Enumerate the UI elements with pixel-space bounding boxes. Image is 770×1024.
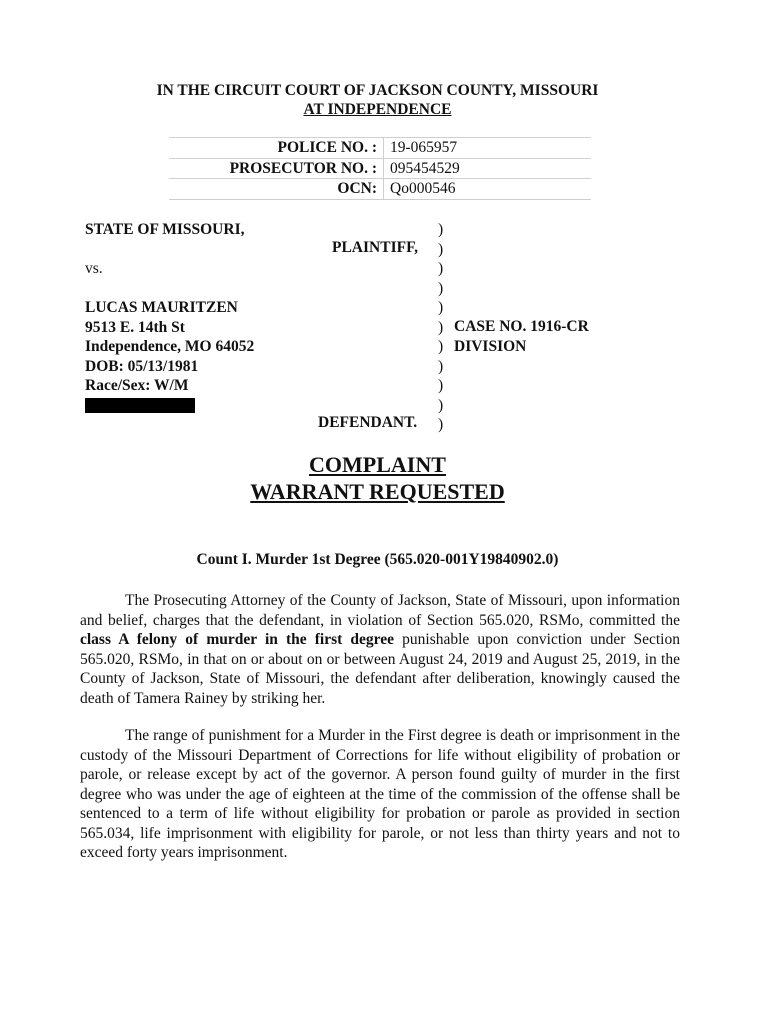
defendant-race-sex: Race/Sex: W/M xyxy=(85,377,189,394)
prosecutor-no-value: 095454529 xyxy=(390,159,460,177)
charge-paragraph xyxy=(80,591,680,708)
defendant-name: LUCAS MAURITZEN xyxy=(85,299,238,316)
plaintiff-name: STATE OF MISSOURI, xyxy=(85,221,245,238)
defendant-label: DEFENDANT. xyxy=(318,414,418,431)
charge-offense: class A felony of murder in the first degree xyxy=(80,631,395,648)
caption-spacer xyxy=(85,279,254,299)
defendant-address-city: Independence, MO 64052 xyxy=(85,338,255,355)
ocn-value: Qo000546 xyxy=(390,180,456,197)
court-location xyxy=(0,101,755,119)
party-caption xyxy=(85,220,254,413)
court-location-text: AT INDEPENDENCE xyxy=(303,101,452,118)
division: DIVISION xyxy=(454,337,527,355)
charge-text-end: punishable upon conviction under Section 565.020, RSMo, in that on or about on or between August 24, 2019 and August 25, 2019, in the County of Jackson, State of Missouri, the defendant after deliberation, knowingly caused the death of Tamera Rainey by striking her. xyxy=(80,631,680,707)
charge-text-start: The Prosecuting Attorney of the County of Jackson, State of Missouri, upon information and belief, charges that the defendant, in violation of Section 565.020, RSMo, committed the xyxy=(80,592,680,629)
caption-parentheses: ) ) ) ) ) ) ) ) ) ) ) xyxy=(438,221,444,433)
count-heading: Count I. Murder 1st Degree (565.020-001Y19840902.0) xyxy=(196,551,559,568)
defendant-address-street: 9513 E. 14th St xyxy=(85,318,185,336)
court-name: IN THE CIRCUIT COURT OF JACKSON COUNTY, MISSOURI xyxy=(156,82,599,99)
document-title: COMPLAINT xyxy=(309,452,446,477)
ocn-row xyxy=(169,179,591,200)
case-number-block xyxy=(454,317,589,356)
case-identifiers-table xyxy=(169,137,591,200)
document-subtitle: WARRANT REQUESTED xyxy=(250,479,505,504)
plaintiff-label: PLAINTIFF, xyxy=(332,239,418,256)
police-no-label: POLICE NO. : xyxy=(169,138,384,158)
punishment-paragraph: The range of punishment for a Murder in the First degree is death or imprisonment in the custody of the Missouri Department of Corrections for life without eligibility of probation or parole, or release except by act of the governor. A person found guilty of murder in the first degree who was under the age of eighteen at the time of the commission of the offense shall be sentenced to a term of life without eligibility for probation or parole as provided in section 565.034, life imprisonment with eligibility for parole, or not less than thirty years and not to exceed forty years imprisonment. xyxy=(80,727,680,861)
police-no-value: 19-065957 xyxy=(390,139,458,156)
prosecutor-no-row xyxy=(169,159,591,180)
defendant-dob: DOB: 05/13/1981 xyxy=(85,357,199,375)
ocn-label: OCN: xyxy=(169,179,384,199)
police-no-row xyxy=(169,138,591,159)
versus-text: vs. xyxy=(85,260,103,277)
caption-spacer xyxy=(85,240,254,260)
prosecutor-no-label: PROSECUTOR NO. : xyxy=(169,159,384,179)
case-number: CASE NO. 1916-CR xyxy=(454,318,589,335)
redaction-bar xyxy=(85,398,195,413)
